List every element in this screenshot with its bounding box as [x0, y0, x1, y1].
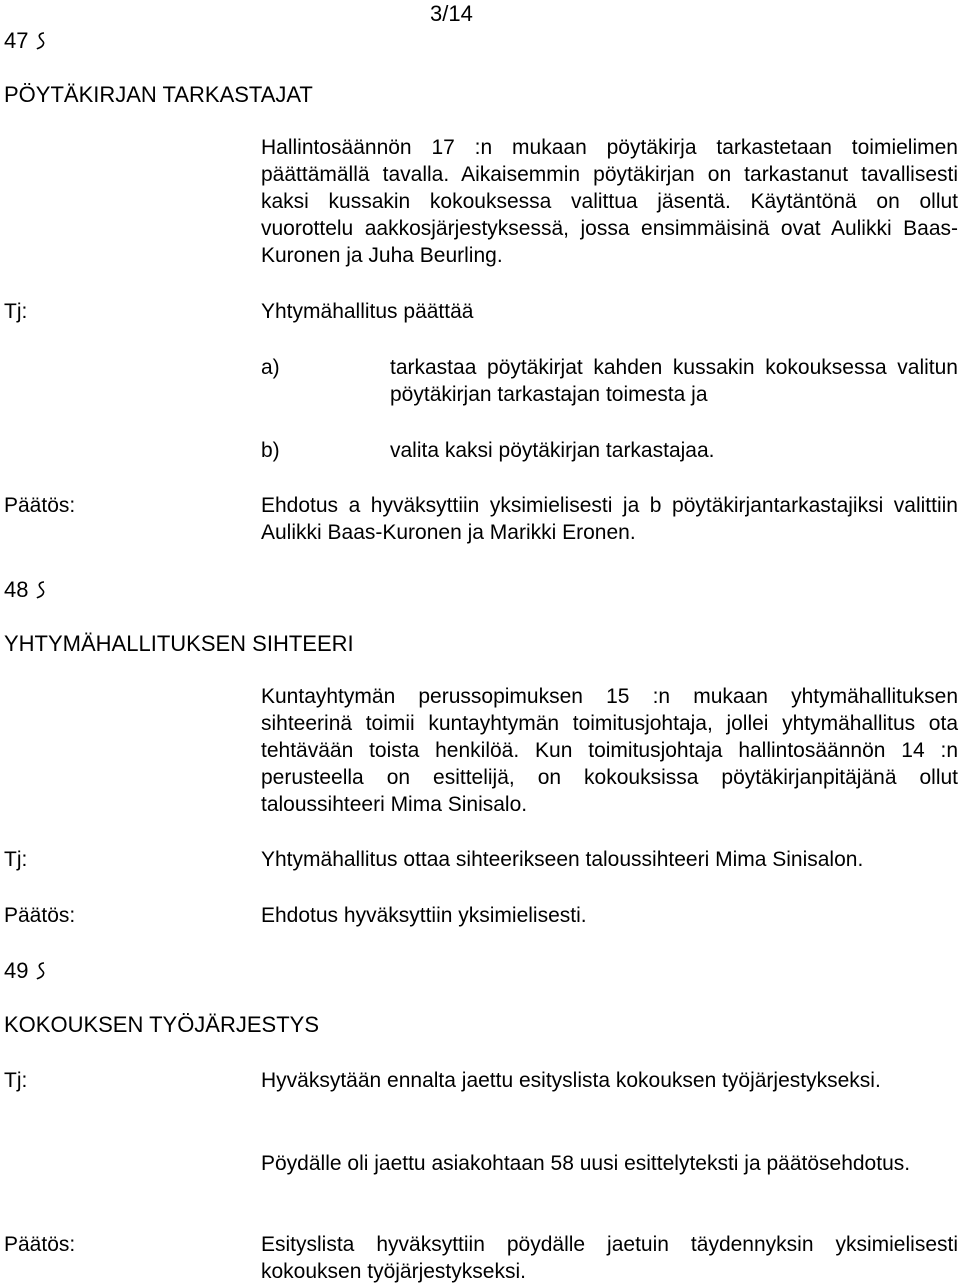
section-intro: Kuntayhtymän perussopimuksen 15 :n mukaan yhtymähallituksen sihteerinä toimii kuntayhtymän toimitusjohtaja, jollei yhtymähallitus ota tehtävään toista henkilöä. Kun toimitusjohtaja hallintosäännön 14 :n perusteella on esittelijä, on kokouksissa pöytäkirjanpitäjänä ollut taloussihteeri Mima Sinisalo. — [261, 685, 958, 816]
decision-text: Ehdotus hyväksyttiin yksimielisesti. — [261, 904, 587, 927]
note-text: Pöydälle oli jaettu asiakohtaan 58 uusi esittelyteksti ja päätösehdotus. — [261, 1152, 911, 1175]
decision-label: Päätös: — [4, 494, 76, 517]
decision-text: Esityslista hyväksyttiin pöydälle jaetuin täydennyksin yksimielisesti kokouksen työjärjestykseksi. — [261, 1233, 958, 1283]
section-intro: Hallintosäännön 17 :n mukaan pöytäkirja tarkastetaan toimielimen päättämällä tavalla. Aikaisemmin pöytäkirjan on tarkastanut tavallisesti kaksi kussakin kokouksessa valittua jäsentä. Käytäntönä on ollut vuorottelu aakkosjärjestyksessä, jossa ensimmäisinä ovat Aulikki Baas-Kuronen ja Juha Beurling. — [261, 136, 958, 267]
list-item-marker: a) — [261, 356, 280, 379]
decision-label: Päätös: — [4, 1233, 76, 1256]
tj-label: Tj: — [4, 1069, 28, 1092]
section-title: YHTYMÄHALLITUKSEN SIHTEERI — [4, 631, 354, 656]
section-number: 49 — [4, 957, 48, 984]
list-item: valita kaksi pöytäkirjan tarkastajaa. — [390, 439, 715, 462]
section-number: 48 — [4, 576, 48, 603]
section-number: 47 — [4, 27, 48, 54]
section-title: KOKOUKSEN TYÖJÄRJESTYS — [4, 1012, 320, 1037]
decision-text: Ehdotus a hyväksyttiin yksimielisesti ja b pöytäkirjantarkastajiksi valittiin Aulikki Baas-Kuronen ja Marikki Eronen. — [261, 494, 958, 544]
section-sign-icon — [34, 960, 48, 982]
tj-label: Tj: — [4, 848, 28, 871]
list-item: tarkastaa pöytäkirjat kahden kussakin kokouksessa valitun pöytäkirjan tarkastajan toimesta ja — [390, 356, 958, 406]
tj-text: Yhtymähallitus ottaa sihteerikseen taloussihteeri Mima Sinisalon. — [261, 848, 864, 871]
page-number: 3/14 — [430, 1, 473, 26]
tj-text: Hyväksytään ennalta jaettu esityslista kokouksen työjärjestykseksi. — [261, 1069, 881, 1092]
decision-label: Päätös: — [4, 904, 76, 927]
section-sign-icon — [34, 30, 48, 52]
tj-label: Tj: — [4, 300, 28, 323]
section-sign-icon — [34, 579, 48, 601]
tj-text: Yhtymähallitus päättää — [261, 300, 474, 323]
section-title: PÖYTÄKIRJAN TARKASTAJAT — [4, 82, 313, 107]
list-item-marker: b) — [261, 439, 280, 462]
